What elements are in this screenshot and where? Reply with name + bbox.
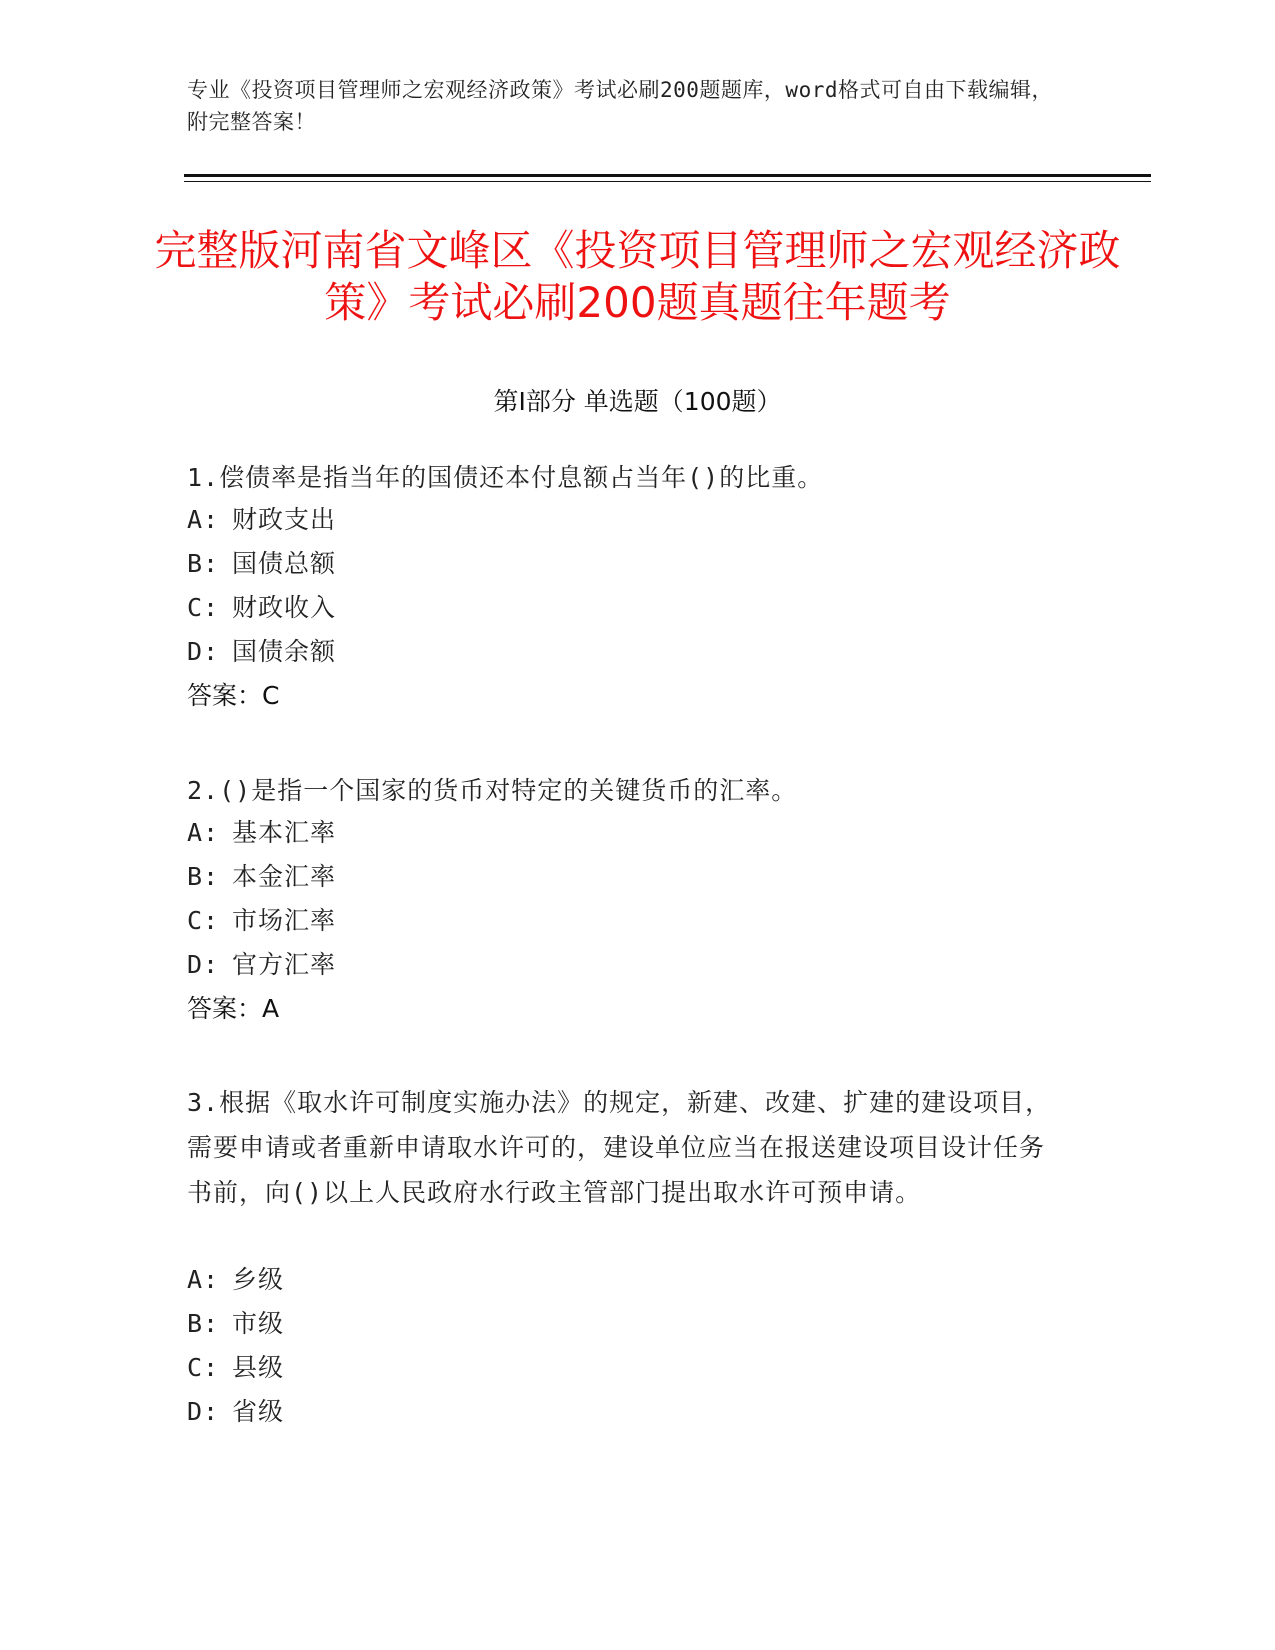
question-2-stem: 2.()是指一个国家的货币对特定的关键货币的汇率。 [187,776,798,805]
option-key: D: [187,1397,220,1426]
option-key: C: [187,593,220,622]
option-key: B: [187,1309,220,1338]
question-3-option-b [187,1306,284,1342]
option-text: 市场汇率 [232,906,337,935]
option-key: D: [187,950,220,979]
option-text: 本金汇率 [232,862,337,891]
question-1-option-d [187,634,336,670]
option-key: C: [187,1353,220,1382]
option-text: 财政收入 [232,593,337,622]
option-key: B: [187,862,220,891]
question-3-option-a [187,1262,284,1298]
header-divider-thin [184,181,1151,182]
option-key: C: [187,906,220,935]
option-key: A: [187,818,220,847]
question-2-option-b [187,859,336,895]
question-1-answer: 答案：C [187,681,280,710]
section-title: 第Ⅰ部分 单选题（100题） [493,387,782,416]
header-note: 专业《投资项目管理师之宏观经济政策》考试必刷200题题库，word格式可自由下载编辑，附完整答案！ [187,78,1053,134]
question-3-option-c [187,1350,284,1386]
option-text: 乡级 [232,1265,285,1294]
question-1-option-c [187,590,336,626]
question-1-option-b [187,546,336,582]
option-key: D: [187,637,220,666]
question-3-option-d [187,1394,284,1430]
option-key: A: [187,505,220,534]
option-key: B: [187,549,220,578]
option-text: 国债余额 [232,637,337,666]
question-2-option-c [187,903,336,939]
option-text: 国债总额 [232,549,337,578]
option-text: 市级 [232,1309,285,1338]
question-2-option-a [187,815,336,851]
option-text: 财政支出 [232,505,337,534]
option-text: 县级 [232,1353,285,1382]
question-3-stem: 3.根据《取水许可制度实施办法》的规定，新建、改建、扩建的建设项目，需要申请或者重新申请取水许可的，建设单位应当在报送建设项目设计任务书前，向()以上人民政府水行政主管部门提出取水许可预申请。 [187,1088,1052,1207]
option-text: 官方汇率 [232,950,337,979]
question-1-option-a [187,502,336,538]
question-2-option-d [187,947,336,983]
option-key: A: [187,1265,220,1294]
question-2-answer: 答案：A [187,994,280,1023]
option-text: 省级 [232,1397,285,1426]
document-title: 完整版河南省文峰区《投资项目管理师之宏观经济政策》考试必刷200题真题往年题考 [154,226,1121,327]
option-text: 基本汇率 [232,818,337,847]
question-1-stem: 1.偿债率是指当年的国债还本付息额占当年()的比重。 [187,463,824,492]
header-divider-thick [184,174,1151,177]
